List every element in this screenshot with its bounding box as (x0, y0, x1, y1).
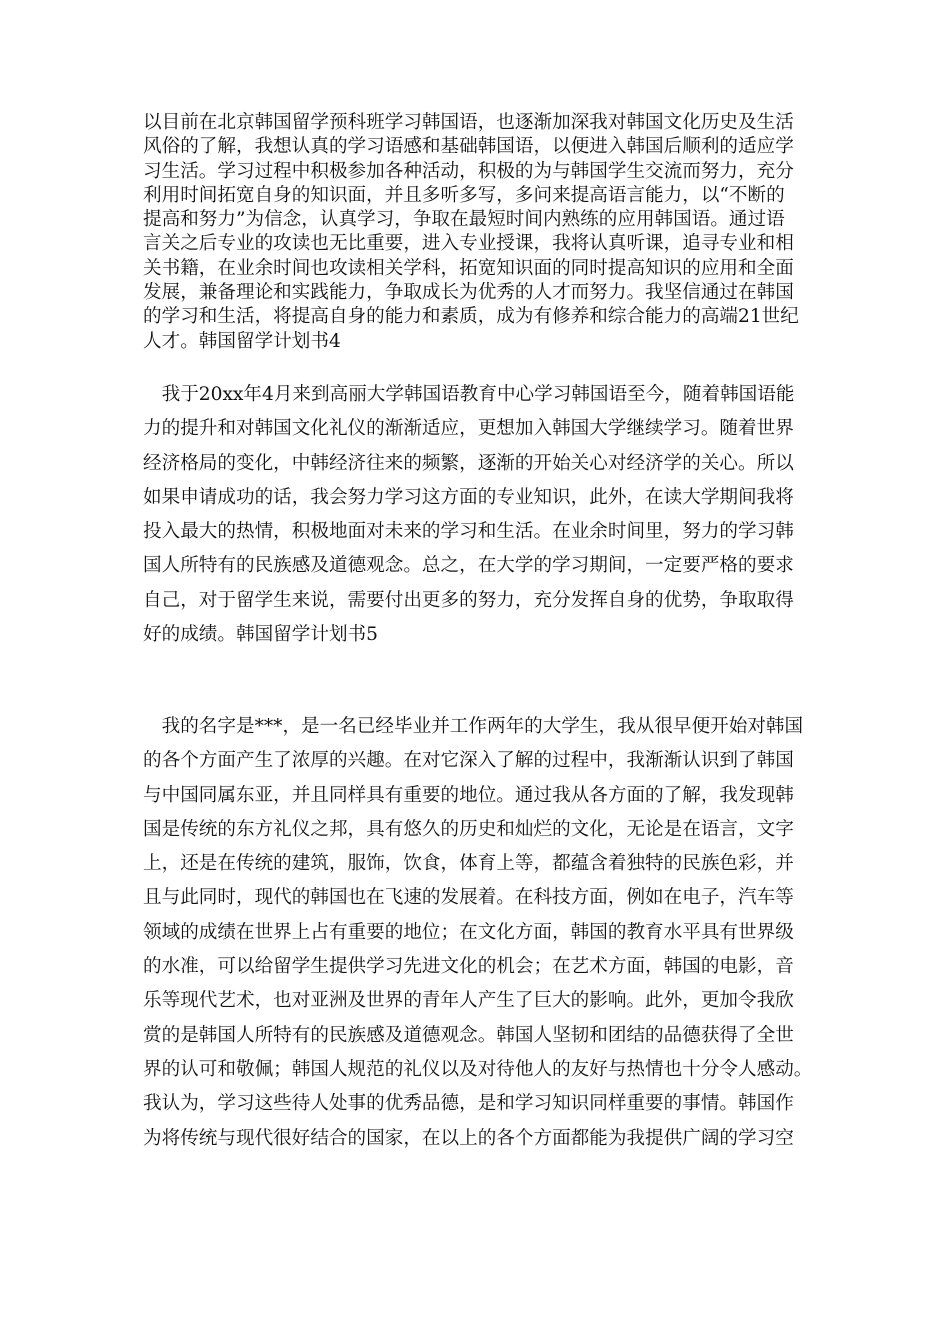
text-line: 投入最大的热情，积极地面对未来的学习和生活。在业余时间里，努力的学习韩 (143, 521, 794, 543)
text-line: 以目前在北京韩国留学预科班学习韩国语，也逐渐加深我对韩国文化历史及生活 (143, 112, 794, 133)
text-line: 界的认可和敬佩；韩国人规范的礼仪以及对待他人的友好与热情也十分令人感动。 (143, 1058, 813, 1080)
text-line: 的学习和生活，将提高自身的能力和素质，成为有修养和综合能力的高端21世纪 (143, 306, 799, 328)
text-line: 关书籍，在业余时间也攻读相关学科，拓宽知识面的同时提高知识的应用和全面 (143, 257, 794, 279)
paragraph-block-3 (143, 710, 833, 1156)
text-line: 风俗的了解，我想认真的学习语感和基础韩国语，以便进入韩国后顺利的适应学 (143, 136, 794, 158)
text-line: 为将传统与现代很好结合的国家，在以上的各个方面都能为我提供广阔的学习空 (143, 1127, 794, 1149)
text-line: 力的提升和对韩国文化礼仪的渐渐适应，更想加入韩国大学继续学习。随着世界 (143, 418, 794, 440)
text-line: 如果申请成功的话，我会努力学习这方面的专业知识，此外，在读大学期间我将 (143, 486, 794, 508)
text-line: 国人所特有的民族感及道德观念。总之，在大学的学习期间，一定要严格的要求 (143, 555, 794, 577)
text-line: 人才。韩国留学计划书4 (143, 330, 341, 352)
text-line: 的水准，可以给留学生提供学习先进文化的机会；在艺术方面，韩国的电影，音 (143, 956, 794, 978)
text-line: 乐等现代艺术，也对亚洲及世界的青年人产生了巨大的影响。此外，更加令我欣 (143, 990, 794, 1012)
text-line: 领域的成绩在世界上占有重要的地位；在文化方面，韩国的教育水平具有世界级 (143, 921, 794, 943)
paragraph-block-1 (143, 111, 823, 354)
text-line: 我的名字是***，是一名已经毕业并工作两年的大学生，我从很早便开始对韩国 (143, 716, 804, 737)
text-line: 言关之后专业的攻读也无比重要，进入专业授课，我将认真听课，追寻专业和相 (143, 233, 794, 255)
text-line: 我于20xx年4月来到高丽大学韩国语教育中心学习韩国语至今，随着韩国语能 (143, 384, 795, 405)
paragraph-block-2 (143, 378, 833, 652)
text-line: 经济格局的变化，中韩经济往来的频繁，逐渐的开始关心对经济学的关心。所以 (143, 452, 794, 474)
text-line: 赏的是韩国人所特有的民族感及道德观念。韩国人坚韧和团结的品德获得了全世 (143, 1024, 794, 1046)
text-line: 且与此同时，现代的韩国也在飞速的发展着。在科技方面，例如在电子，汽车等 (143, 887, 794, 909)
text-line: 利用时间拓宽自身的知识面，并且多听多写，多问来提高语言能力，以“不断的 (143, 184, 785, 206)
text-line: 与中国同属东亚，并且同样具有重要的地位。通过我从各方面的了解，我发现韩 (143, 784, 794, 806)
text-line: 好的成绩。韩国留学计划书5 (143, 624, 378, 646)
text-line: 上，还是在传统的建筑，服饰，饮食，体育上等，都蕴含着独特的民族色彩，并 (143, 853, 794, 875)
text-line: 提高和努力”为信念，认真学习，争取在最短时间内熟练的应用韩国语。通过语 (143, 209, 785, 231)
text-line: 国是传统的东方礼仪之邦，具有悠久的历史和灿烂的文化，无论是在语言，文字 (143, 818, 794, 840)
text-line: 自己，对于留学生来说，需要付出更多的努力，充分发挥自身的优势，争取取得 (143, 589, 794, 611)
text-line: 习生活。学习过程中积极参加各种活动，积极的为与韩国学生交流而努力，充分 (143, 160, 794, 182)
text-line: 发展，兼备理论和实践能力，争取成长为优秀的人才而努力。我坚信通过在韩国 (143, 282, 794, 304)
text-line: 我认为，学习这些待人处事的优秀品德，是和学习知识同样重要的事情。韩国作 (143, 1093, 794, 1115)
text-line: 的各个方面产生了浓厚的兴趣。在对它深入了解的过程中，我渐渐认识到了韩国 (143, 750, 794, 772)
